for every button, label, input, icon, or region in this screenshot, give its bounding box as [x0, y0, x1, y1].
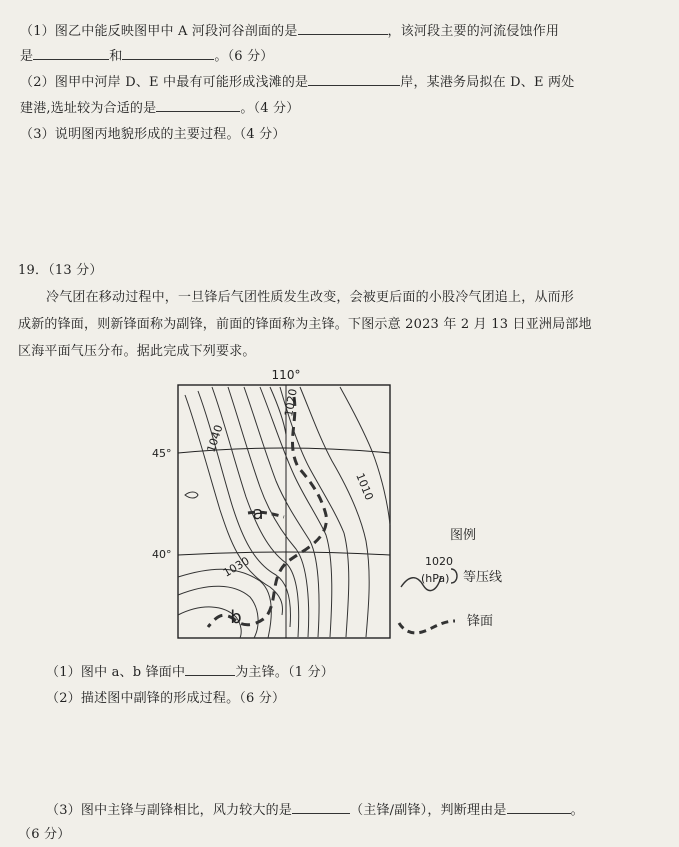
front-a-label: a [252, 503, 264, 524]
lat-40-label: 40° [152, 548, 172, 561]
q1-text-b: ，该河段主要的河流侵蚀作用 [387, 24, 560, 39]
q19-s1-text-a: （1）图中 a、b 锋面中 [46, 665, 186, 680]
q2-blank-1[interactable] [308, 73, 400, 86]
q1-blank-1[interactable] [298, 22, 388, 35]
lat-45-label: 45° [152, 447, 172, 460]
iso-1040-label: 1040 [204, 423, 226, 454]
map-legend [395, 525, 505, 645]
small-closed-isobar [185, 492, 198, 498]
isobar-4 [228, 387, 309, 637]
q2-text-a: （2）图甲中河岸 D、E 中最有可能形成浅滩的是 [20, 75, 309, 90]
q19-s3-blank-1[interactable] [292, 801, 350, 814]
front-b-label: b [230, 607, 242, 628]
q19-s3-text-a: （3）图中主锋与副锋相比，风力较大的是 [46, 803, 293, 818]
q19-number: 19．（13 分） [18, 263, 103, 278]
legend-iso-label: 等压线 [463, 570, 503, 585]
q19-s1-text-b: 为主锋。（1 分） [235, 665, 334, 680]
q2-blank-2[interactable] [156, 99, 240, 112]
q1-text-c: 是 [20, 49, 34, 64]
q19-s3-score: （6 分） [18, 827, 71, 842]
q2-line-2 [20, 99, 299, 118]
parallel-40 [178, 552, 390, 555]
legend-iso-unit: (hPa) [421, 572, 450, 585]
iso-1030-label: 1030 [221, 554, 252, 580]
q2-text-d: 。（4 分） [240, 101, 300, 116]
q19-s3-blank-2[interactable] [507, 801, 571, 814]
legend-front-icon [399, 621, 455, 633]
isobar-8 [300, 387, 369, 637]
q1-blank-3[interactable] [122, 47, 214, 60]
q19-s3 [46, 801, 584, 820]
q2-text-c: 建港,选址较为合适的是 [20, 101, 157, 116]
front-main-line [208, 397, 326, 627]
q19-s1 [46, 663, 334, 682]
q1-line-1 [20, 22, 559, 41]
q1-text-d: 和 [109, 49, 123, 64]
map-frame [178, 385, 390, 638]
q19-intro-1: 冷气团在移动过程中，一旦锋后气团性质发生改变，会被更后面的小股冷气团追上，从而形 [46, 290, 575, 305]
q2-line-1 [20, 73, 574, 92]
isobars [178, 387, 390, 638]
q1-text-e: 。（6 分） [214, 49, 274, 64]
legend-title: 图例 [450, 528, 477, 543]
q1-text-a: （1）图乙中能反映图甲中 A 河段河谷剖面的是 [20, 24, 298, 39]
lon-label: 110° [271, 368, 301, 382]
iso-1010-label: 1010 [353, 471, 376, 503]
isobar-12 [178, 586, 258, 638]
q1-line-2 [20, 47, 274, 66]
q19-intro-3: 区海平面气压分布。据此完成下列要求。 [18, 344, 256, 359]
q19-s3-text-c: 。 [570, 803, 584, 818]
q2-text-b: 岸，某港务局拟在 D、E 两处 [400, 75, 575, 90]
q19-s1-blank[interactable] [185, 663, 235, 676]
q19-s2: （2）描述图中副锋的形成过程。（6 分） [46, 691, 286, 706]
legend-bracket-icon [451, 569, 457, 583]
q19-s3-text-b: （主锋/副锋），判断理由是 [350, 803, 507, 818]
q19-intro-2: 成新的锋面，则新锋面称为副锋，前面的锋面称为主锋。下图示意 2023 年 2 月 13 日亚洲局部地 [18, 317, 592, 332]
isobar-9 [340, 387, 390, 525]
iso-1020-label: 1020 [282, 387, 300, 418]
q1-blank-2[interactable] [33, 47, 109, 60]
legend-front-label: 锋面 [467, 614, 494, 629]
legend-iso-value: 1020 [425, 555, 453, 568]
q3-line: （3）说明图丙地貌形成的主要过程。（4 分） [20, 127, 286, 142]
